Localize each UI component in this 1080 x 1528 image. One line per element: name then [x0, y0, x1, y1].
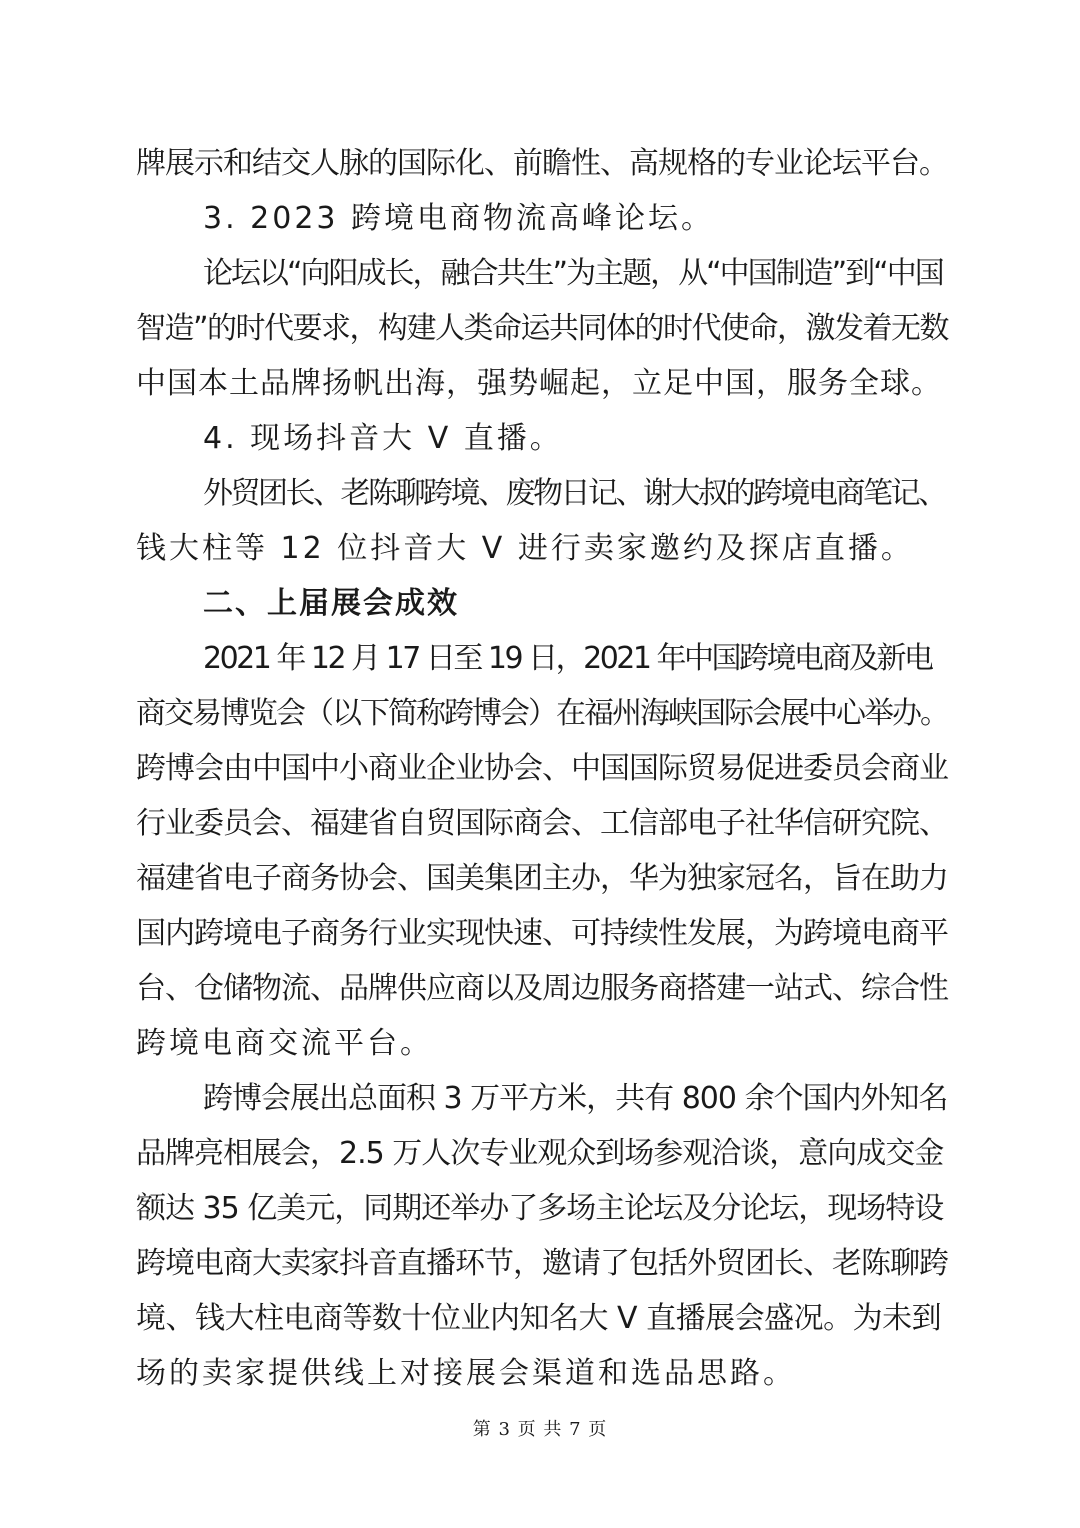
- paragraph-line: 额达 35 亿美元，同期还举办了多场主论坛及分论坛，现场特设: [136, 1191, 944, 1226]
- paragraph-line: 跨境电商交流平台。: [136, 1026, 433, 1061]
- paragraph-line: 场的卖家提供线上对接展会渠道和选品思路。: [136, 1356, 796, 1391]
- section-heading: 二、上届展会成效: [203, 586, 459, 621]
- paragraph-line: 品牌亮相展会，2.5 万人次专业观众到场参观洽谈，意向成交金: [136, 1136, 944, 1171]
- section-item-heading: 3. 2023 跨境电商物流高峰论坛。: [203, 201, 715, 236]
- paragraph-line: 跨博会展出总面积 3 万平方米，共有 800 余个国内外知名: [203, 1081, 948, 1116]
- paragraph-line: 行业委员会、福建省自贸国际商会、工信部电子社华信研究院、: [136, 806, 948, 841]
- paragraph-line: 福建省电子商务协会、国美集团主办，华为独家冠名，旨在助力: [136, 861, 948, 896]
- paragraph-line: 境、钱大柱电商等数十位业内知名大 V 直播展会盛况。为未到: [136, 1301, 942, 1336]
- paragraph-line: 中国本土品牌扬帆出海，强势崛起，立足中国，服务全球。: [136, 366, 942, 401]
- paragraph-line: 牌展示和结交人脉的国际化、前瞻性、高规格的专业论坛平台。: [136, 146, 948, 181]
- page-number-footer: 第 3 页 共 7 页: [472, 1419, 608, 1440]
- paragraph-line: 国内跨境电子商务行业实现快速、可持续性发展，为跨境电商平: [136, 916, 948, 951]
- paragraph-line: 跨博会由中国中小商业企业协会、中国国际贸易促进委员会商业: [136, 751, 948, 786]
- paragraph-line: 台、仓储物流、品牌供应商以及周边服务商搭建一站式、综合性: [136, 971, 948, 1006]
- paragraph-line: 商交易博览会（以下简称跨博会）在福州海峡国际会展中心举办。: [136, 696, 948, 731]
- paragraph-line: 智造”的时代要求，构建人类命运共同体的时代使命，激发着无数: [136, 311, 949, 346]
- paragraph-line: 跨境电商大卖家抖音直播环节，邀请了包括外贸团长、老陈聊跨: [136, 1246, 948, 1281]
- paragraph-line: 论坛以“向阳成长，融合共生”为主题，从“中国制造”到“中国: [203, 256, 943, 291]
- paragraph-line: 钱大柱等 12 位抖音大 V 进行卖家邀约及探店直播。: [136, 531, 914, 566]
- paragraph-line: 外贸团长、老陈聊跨境、废物日记、谢大叔的跨境电商笔记、: [203, 476, 946, 511]
- paragraph-line: 2021 年 12 月 17 日至 19 日，2021 年中国跨境电商及新电: [203, 641, 932, 676]
- section-item-heading: 4. 现场抖音大 V 直播。: [203, 421, 563, 456]
